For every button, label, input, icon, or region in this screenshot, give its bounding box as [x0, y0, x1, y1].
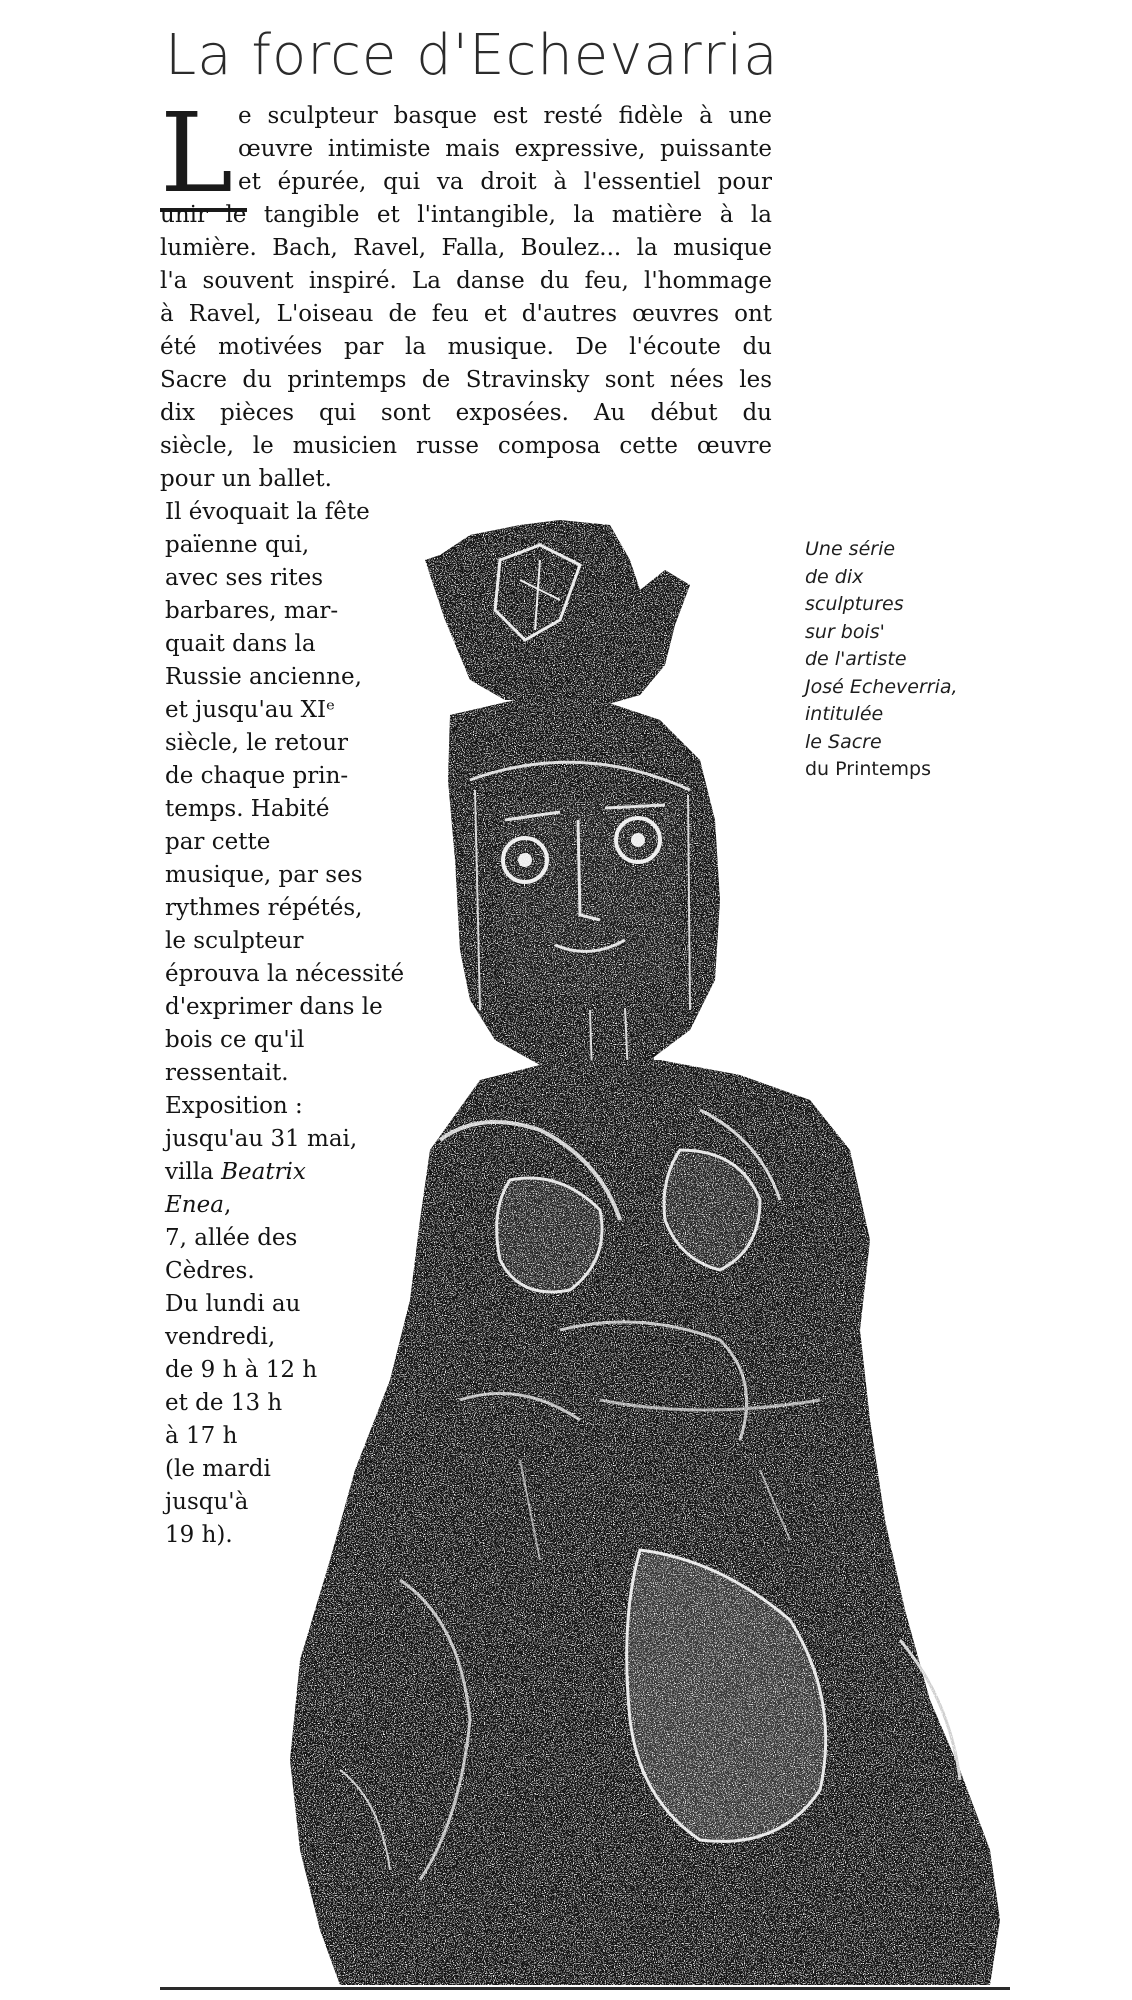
column-line: éprouva la nécessité — [165, 961, 405, 987]
column-line: Il évoquait la fête — [165, 499, 370, 525]
column-line: et de 13 h — [165, 1390, 283, 1416]
column-line: barbares, mar- — [165, 598, 339, 624]
caption-line: de l'artiste — [805, 648, 907, 670]
villa-name: Beatrix — [221, 1159, 306, 1185]
headline: La force d'Echevarria — [165, 23, 779, 88]
column-line-villa — [165, 1156, 306, 1189]
column-line: jusqu'à — [165, 1489, 249, 1515]
column-line: 19 h). — [165, 1522, 233, 1548]
intro-line: siècle, le musicien russe composa cette œuvre — [160, 433, 772, 459]
sculpture-body — [290, 1060, 1000, 1985]
caption-line: sculptures — [805, 593, 904, 615]
photo-caption — [805, 536, 958, 784]
column-line: Du lundi au — [165, 1291, 301, 1317]
column-line: 7, allée des — [165, 1225, 298, 1251]
column-line: siècle, le retour — [165, 730, 349, 756]
column-line: rythmes répétés, — [165, 895, 363, 921]
column-line: (le mardi — [165, 1456, 271, 1482]
caption-line: José Echeverria, — [805, 675, 958, 698]
column-line: jusqu'au 31 mai, — [165, 1126, 358, 1152]
column-line-enea — [165, 1189, 231, 1222]
caption-line: du Printemps — [805, 758, 932, 780]
column-line: vendredi, — [165, 1324, 276, 1350]
column-line: Cèdres. — [165, 1258, 255, 1284]
column-line: quait dans la — [165, 631, 316, 657]
caption-line: sur bois' — [805, 620, 885, 643]
column-line: et jusqu'au XIᵉ — [165, 697, 335, 723]
intro-line: e sculpteur basque est resté fidèle à une — [238, 103, 772, 129]
column-line: Russie ancienne, — [165, 664, 362, 690]
column-line: d'exprimer dans le — [165, 994, 383, 1020]
intro-line: à Ravel, L'oiseau de feu et d'autres œuvres ont — [160, 301, 772, 327]
drop-cap: L — [160, 98, 247, 212]
caption-line: de dix — [805, 565, 864, 588]
column-line: par cette — [165, 829, 271, 855]
intro-line: l'a souvent inspiré. La danse du feu, l'hommage — [160, 268, 772, 294]
intro-line: et épurée, qui va droit à l'essentiel pour — [238, 169, 772, 195]
villa-name-enea: Enea — [165, 1192, 224, 1218]
column-line: bois ce qu'il — [165, 1027, 305, 1053]
column-line: le sculpteur — [165, 928, 304, 954]
intro-line: unir le tangible et l'intangible, la matière à la — [160, 202, 772, 228]
column-line: païenne qui, — [165, 532, 310, 558]
intro-line: été motivées par la musique. De l'écoute du — [160, 334, 772, 360]
intro-line: œuvre intimiste mais expressive, puissante — [238, 136, 772, 162]
column-line: ressentait. — [165, 1060, 289, 1086]
enea-comma: , — [223, 1192, 232, 1218]
caption-line: intitulée — [805, 703, 884, 725]
column-line: de 9 h à 12 h — [165, 1357, 318, 1383]
villa-label: villa — [165, 1159, 222, 1185]
intro-line: lumière. Bach, Ravel, Falla, Boulez... la musique — [160, 235, 772, 261]
intro-line: Sacre du printemps de Stravinsky sont nées les — [160, 367, 772, 393]
column-line: avec ses rites — [165, 565, 324, 591]
sculpture-crown — [425, 520, 690, 705]
caption-line: Une série — [805, 538, 896, 560]
intro-line: pour un ballet. — [160, 466, 332, 492]
column-line: à 17 h — [165, 1423, 238, 1449]
column-line: de chaque prin- — [165, 763, 349, 789]
caption-line: le Sacre — [805, 730, 882, 753]
intro-line: dix pièces qui sont exposées. Au début du — [160, 400, 772, 426]
column-line: musique, par ses — [165, 862, 363, 888]
column-line: temps. Habité — [165, 796, 330, 822]
column-line: Exposition : — [165, 1093, 303, 1119]
